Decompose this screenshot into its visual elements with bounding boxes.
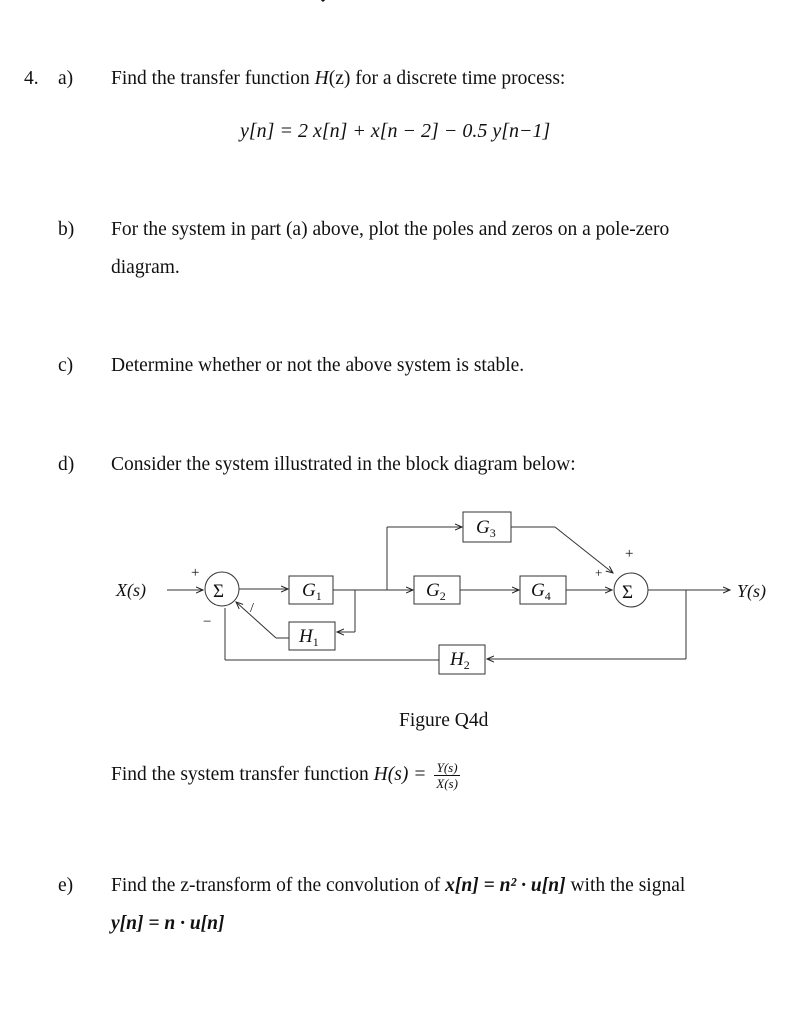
output-label: Y(s) — [737, 581, 767, 601]
block-g1-label: $G_1$ — [302, 580, 322, 603]
question-number: 4. — [24, 68, 39, 89]
input-label: X(s) — [116, 580, 146, 600]
block-h1-label: $H_1$ — [299, 626, 319, 649]
y-signal-expr: y[n] = n · u[n] — [111, 913, 225, 934]
figure-caption: Figure Q4d — [399, 710, 489, 731]
part-c-label: c) — [58, 355, 74, 376]
tf-fraction: $\frac{Y(s)}{X(s)}$ — [436, 760, 458, 791]
block-diagram — [110, 500, 800, 680]
difference-equation: y[n] = 2 x[n] + x[n − 2] − 0.5 y[n−1] — [240, 120, 551, 142]
part-b-line2: diagram. — [111, 257, 180, 278]
sum-1-slash: / — [250, 601, 254, 616]
part-a-text: Find the transfer function H(z) for a discrete time process: — [111, 68, 566, 89]
sum-2-symbol: Σ — [622, 582, 634, 603]
block-g4-label: $G_4$ — [531, 580, 551, 603]
sum-2-plus-left: + — [595, 565, 603, 580]
sum-1-symbol: Σ — [213, 581, 225, 602]
tf-lhs: H(s) = — [373, 763, 427, 785]
cropped-top-mark — [308, 0, 338, 6]
sum-1-minus: − — [203, 614, 212, 630]
x-signal-expr: x[n] = n² · u[n] — [445, 875, 566, 896]
part-e-label: e) — [58, 875, 74, 896]
part-b-label: b) — [58, 219, 75, 240]
sum-2-plus-top: + — [625, 546, 634, 562]
block-g3-label: $G_3$ — [476, 517, 496, 540]
transfer-function-line: Find the system transfer function H(s) = $\frac{Y(s)}{X(s)}$ — [111, 760, 458, 791]
part-a-label: a) — [58, 68, 74, 89]
sum-1-plus: + — [191, 565, 200, 581]
part-c-text: Determine whether or not the above system is stable. — [111, 355, 525, 376]
part-e-line1: Find the z-transform of the convolution of x[n] = n² · u[n] with the signal — [111, 875, 686, 896]
block-h2-label: $H_2$ — [450, 649, 470, 672]
block-g2-label: $G_2$ — [426, 580, 446, 603]
part-d-intro: Consider the system illustrated in the block diagram below: — [111, 454, 576, 475]
part-b-line1: For the system in part (a) above, plot the poles and zeros on a pole-zero — [111, 219, 670, 240]
part-d-label: d) — [58, 454, 75, 475]
